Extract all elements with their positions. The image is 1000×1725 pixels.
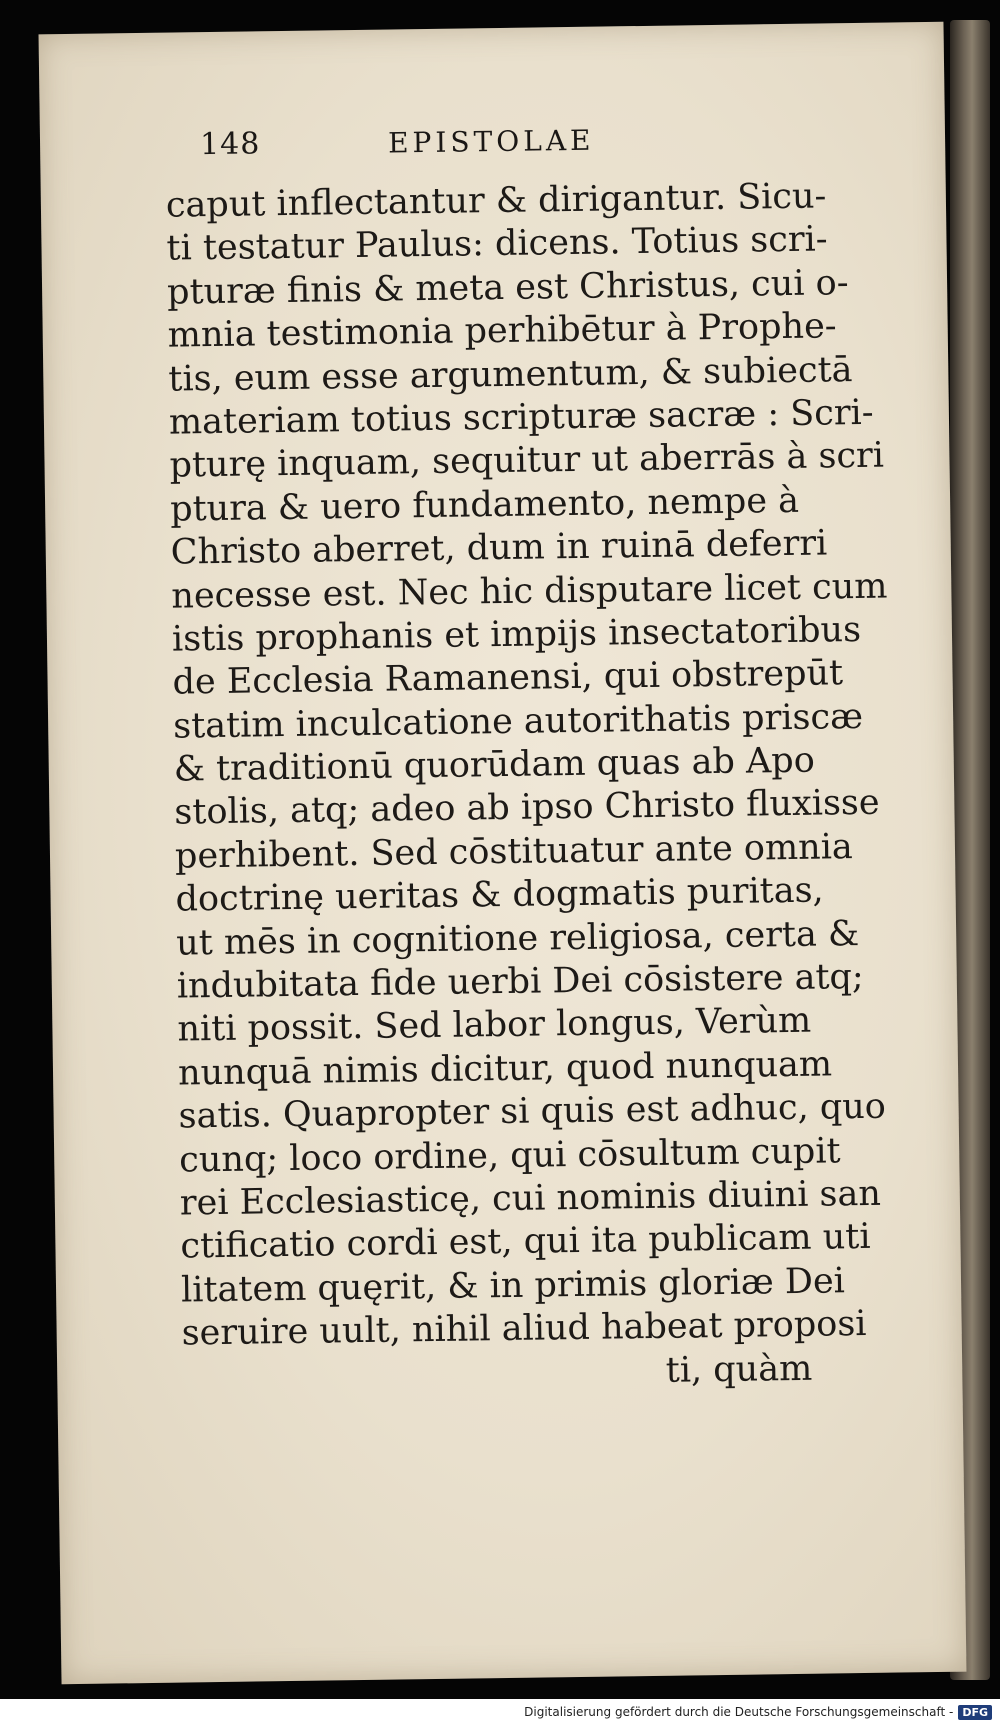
text-line: istis prophanis et impijs insectatoribus	[171, 609, 862, 660]
text-line: pturæ finis & meta est Christus, cui o-	[166, 262, 849, 313]
text-line: doctrinę ueritas & dogmatis puritas,	[175, 870, 824, 920]
text-line: pturę inquam, sequitur ut aberrās à scri	[169, 435, 885, 486]
dfg-logo-icon: DFG	[958, 1705, 992, 1720]
text-line: mnia testimonia perhibētur à Prophe-	[167, 306, 837, 356]
text-line: ut mēs in cognitione religiosa, certa &	[175, 913, 860, 964]
text-line: seruire uult, nihil aliud habeat proposi	[181, 1304, 867, 1354]
page-header	[200, 118, 826, 177]
text-line: ptura & uero fundamento, nempe à	[169, 480, 800, 530]
text-line: necesse est. Nec hic disputare licet cum	[171, 566, 888, 617]
digitization-credit: Digitalisierung gefördert durch die Deutsche Forschungsgemeinschaft -	[524, 1705, 954, 1719]
page-number: 148	[199, 126, 261, 163]
text-line: perhibent. Sed cōstituatur ante omnia	[174, 826, 854, 877]
text-line: materiam totius scripturæ sacræ : Scri-	[168, 392, 874, 443]
text-line: tis, eum esse argumentum, & subiectā	[168, 349, 853, 400]
digitization-credit-bar	[0, 1699, 1000, 1725]
text-line: nunquā nimis dicitur, quod nunquam	[177, 1044, 833, 1094]
running-head: EPISTOLAE	[387, 123, 595, 160]
text-line: & traditionū quorūdam quas ab Apo	[173, 740, 816, 790]
text-line: ctificatio cordi est, qui ita publicam uti	[180, 1217, 871, 1267]
text-line: niti possit. Sed labor longus, Verùm	[177, 1001, 812, 1050]
text-line: statim inculcatione autorithatis priscæ	[172, 696, 864, 747]
body-text	[165, 175, 888, 1399]
text-line: de Ecclesia Ramanensi, qui obstrepūt	[172, 653, 844, 703]
text-line: Christo aberret, dum in ruinā deferri	[170, 523, 828, 573]
text-line: ti testatur Paulus: dicens. Totius scri-	[166, 219, 828, 270]
text-line: indubitata fide uerbi Dei cōsistere atq;	[176, 957, 864, 1007]
text-line: satis. Quapropter si quis est adhuc, quo	[178, 1086, 887, 1137]
book-page	[39, 22, 967, 1684]
text-line: stolis, atq; adeo ab ipso Christo fluxisse	[174, 783, 880, 834]
text-line: caput inflectantur & dirigantur. Sicu-	[165, 176, 827, 226]
text-line: litatem quęrit, & in primis gloriæ Dei	[180, 1261, 846, 1311]
catchword: ti, quàm	[665, 1348, 813, 1391]
text-line: rei Ecclesiasticę, cui nominis diuini san	[179, 1173, 882, 1224]
text-line: cunq; loco ordine, qui cōsultum cupit	[178, 1130, 841, 1181]
